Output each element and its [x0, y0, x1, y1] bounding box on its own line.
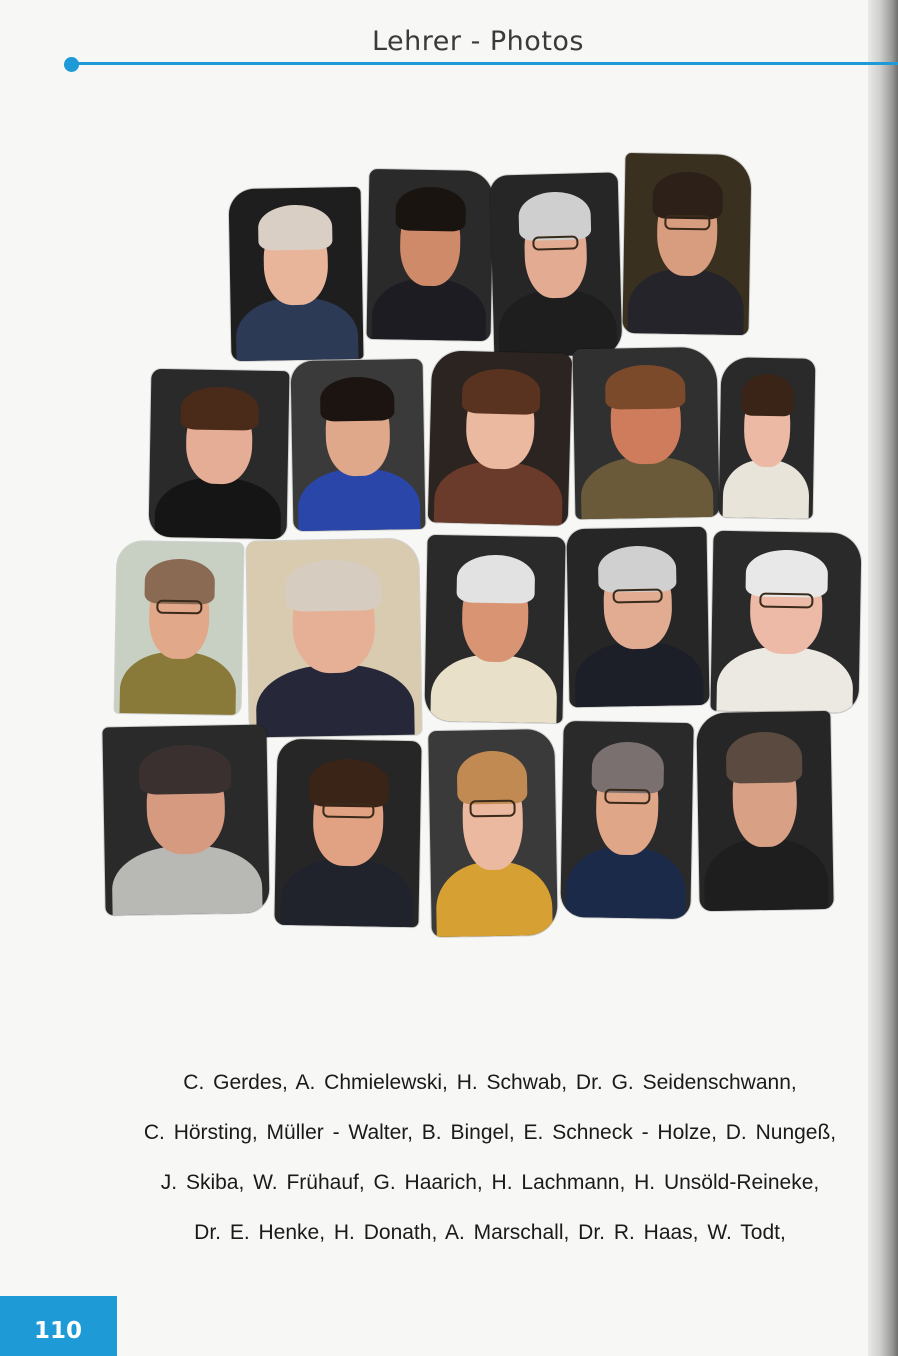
portrait-photo [622, 153, 751, 335]
caption-line: Dr. E. Henke, H. Donath, A. Marschall, Dr. R. Haas, W. Todt, [194, 1221, 786, 1244]
portrait-photo [274, 739, 421, 927]
portrait-photo [229, 187, 364, 361]
teacher-names-caption [60, 1058, 898, 1258]
caption-line: C. Gerdes, A. Chmielewski, H. Schwab, Dr. G. Seidenschwann, [183, 1071, 797, 1094]
caption-line: C. Hörsting, Müller - Walter, B. Bingel, E. Schneck - Holze, D. Nungeß, [143, 1121, 837, 1144]
portrait-photo [246, 539, 421, 738]
portrait-photo [710, 531, 861, 714]
caption-line: J. Skiba, W. Frühauf, G. Haarich, H. Lachmann, H. Unsöld-Reineke, [160, 1171, 820, 1194]
page-number-tab [0, 1296, 117, 1356]
portrait-photo [560, 721, 693, 919]
portrait-photo [573, 347, 720, 519]
portrait-photo [102, 725, 269, 916]
portrait-photo [291, 359, 426, 531]
portrait-photo [115, 541, 244, 715]
portrait-photo [428, 729, 558, 937]
portrait-photo [719, 357, 816, 519]
portrait-photo [149, 369, 290, 539]
portrait-photo [428, 350, 572, 526]
portrait-photo [367, 169, 494, 341]
portrait-photo [490, 172, 623, 357]
page-number: 110 [34, 1318, 83, 1344]
portrait-photo [424, 535, 565, 723]
page-title: Lehrer - Photos [371, 26, 584, 57]
portrait-photo [566, 527, 709, 707]
portrait-photo [696, 711, 833, 911]
